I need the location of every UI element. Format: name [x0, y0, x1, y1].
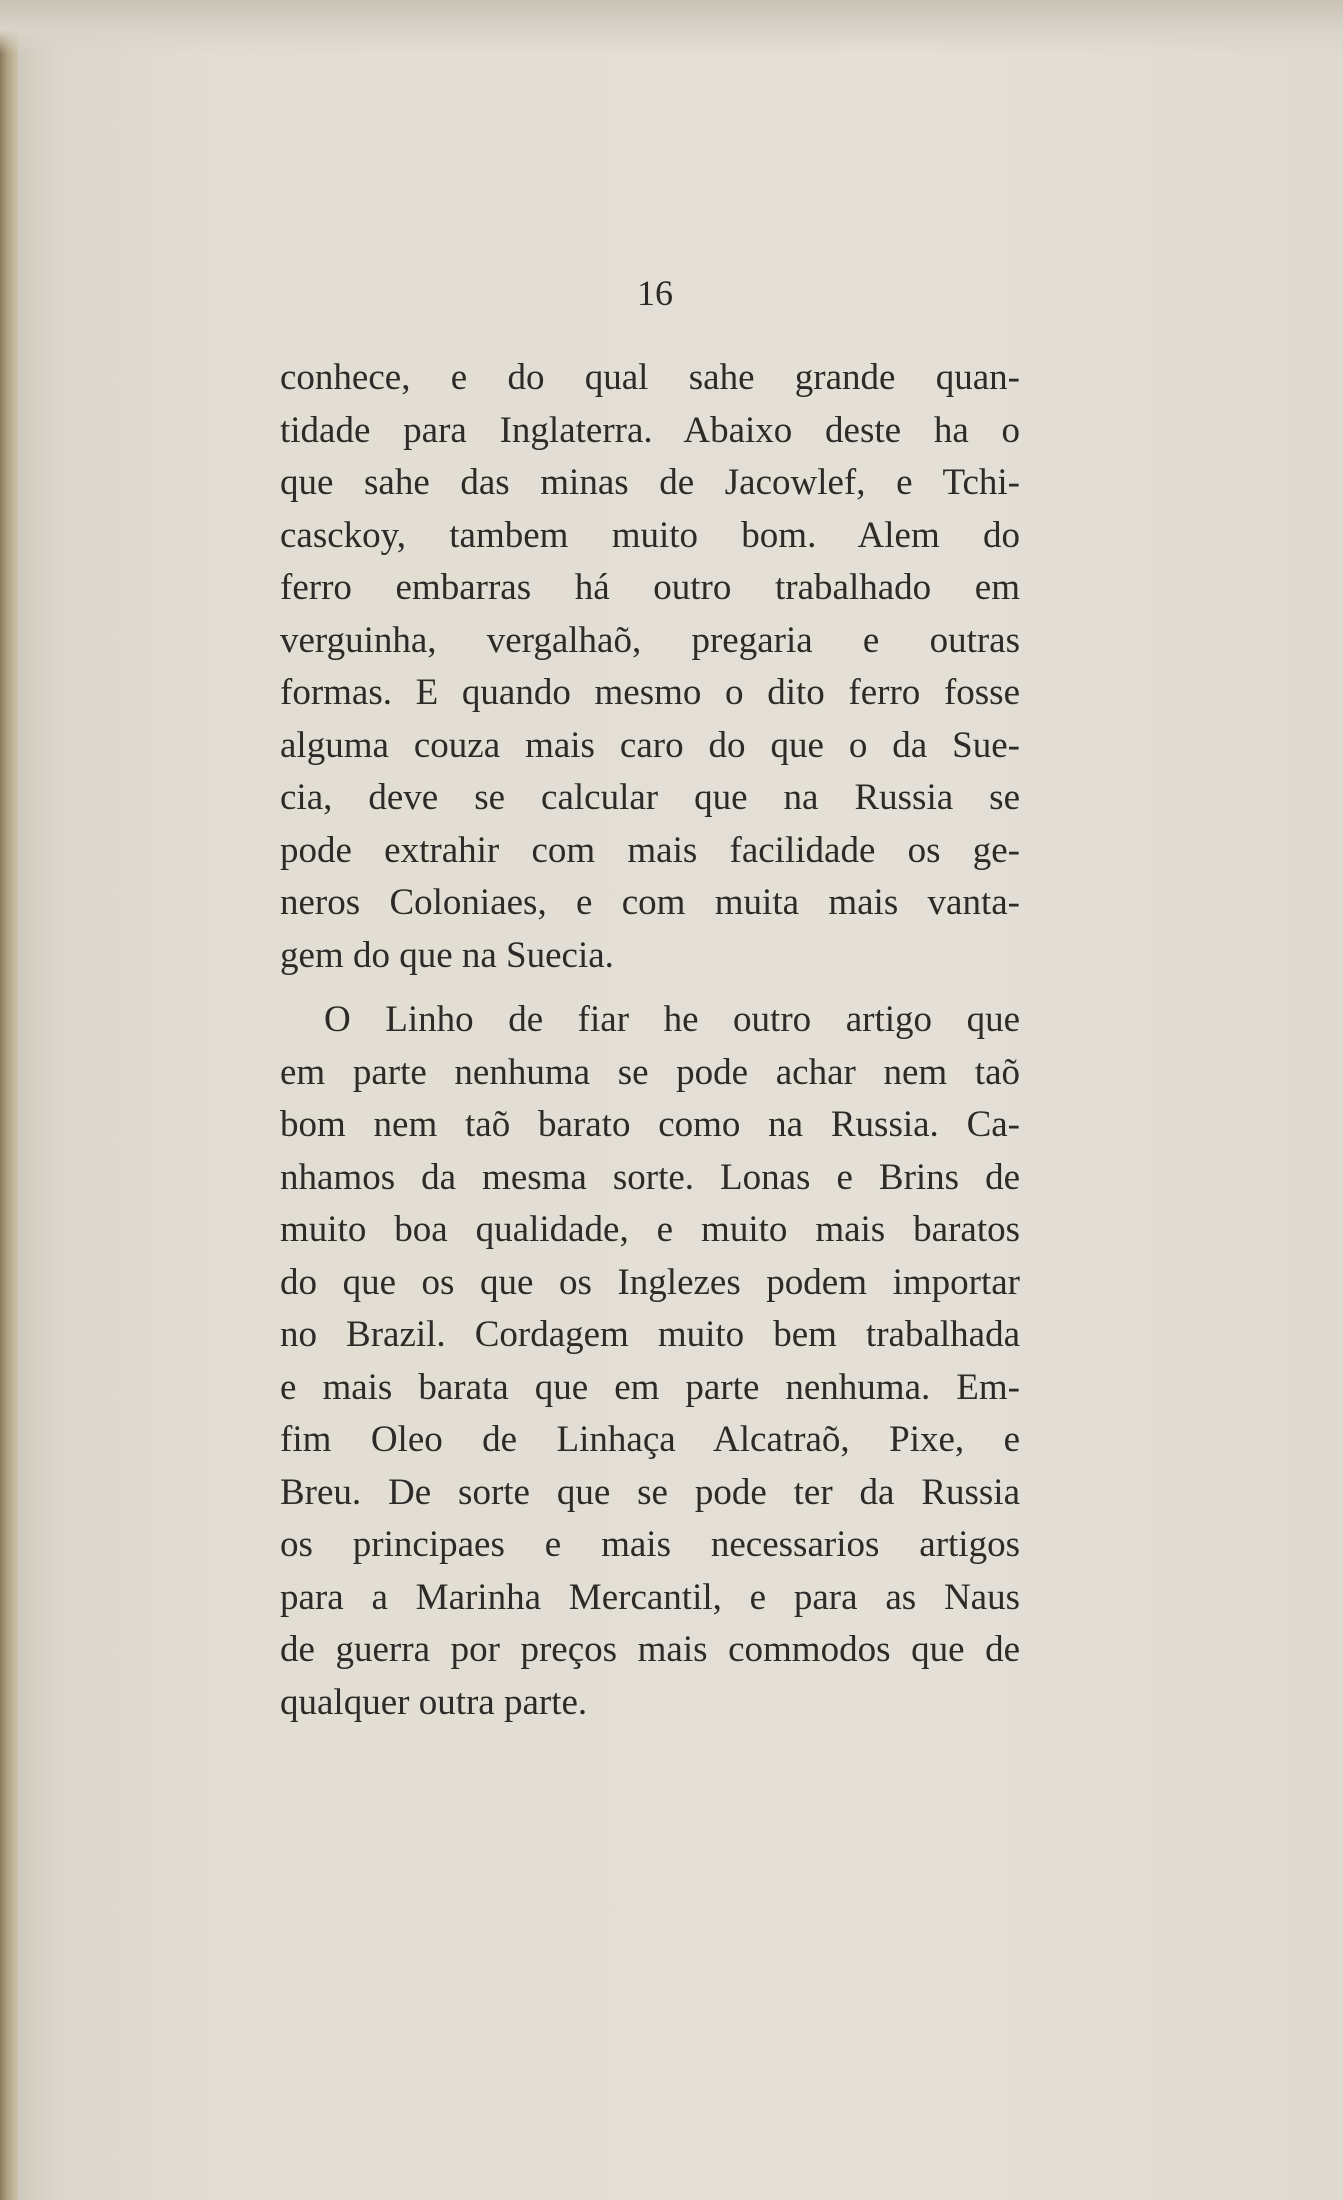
text-line: O Linho de fiar he outro artigo que [324, 999, 1020, 1040]
text-line: que sahe das minas de Jacowlef, e Tchi- [280, 462, 1020, 503]
text-line: ferro embarras há outro trabalhado em [280, 567, 1020, 608]
paragraph-gap [280, 982, 1020, 994]
text-line: bom nem taõ barato como na Russia. Ca- [280, 1104, 1020, 1145]
paragraph-2 [280, 994, 1020, 1729]
text-line: do que os que os Inglezes podem importar [280, 1261, 1020, 1303]
text-line: alguma couza mais caro do que o da Sue- [280, 724, 1020, 766]
text-line: conhece, e do qual sahe grande quan- [280, 357, 1020, 398]
page-top-shadow [0, 0, 1343, 54]
text-line: formas. E quando mesmo o dito ferro fosse [280, 672, 1020, 713]
text-line: e mais barata que em parte nenhuma. Em- [280, 1366, 1020, 1408]
text-line: nhamos da mesma sorte. Lonas e Brins de [280, 1156, 1020, 1198]
text-line: os principaes e mais necessarios artigos [280, 1524, 1020, 1565]
text-line: para a Marinha Mercantil, e para as Naus [280, 1576, 1020, 1618]
text-line: gem do que na Suecia. [280, 934, 614, 976]
page-edge [0, 0, 18, 2200]
text-line: em parte nenhuma se pode achar nem taõ [280, 1051, 1020, 1093]
text-line: neros Coloniaes, e com muita mais vanta- [280, 882, 1020, 923]
text-line: casckoy, tambem muito bom. Alem do [280, 514, 1020, 556]
text-line: tidade para Inglaterra. Abaixo deste ha o [280, 409, 1020, 451]
text-line: cia, deve se calcular que na Russia se [280, 777, 1020, 818]
paragraph-1 [280, 352, 1020, 982]
text-line: de guerra por preços mais commodos que de [280, 1629, 1020, 1670]
text-line: qualquer outra parte. [280, 1681, 588, 1723]
body-text [280, 352, 1020, 1729]
text-line: muito boa qualidade, e muito mais baratos [280, 1209, 1020, 1250]
text-line: Breu. De sorte que se pode ter da Russia [280, 1471, 1020, 1513]
text-line: pode extrahir com mais facilidade os ge- [280, 829, 1020, 871]
page-number: 16 [637, 273, 673, 313]
text-line: verguinha, vergalhaõ, pregaria e outras [280, 619, 1020, 661]
text-line: fim Oleo de Linhaça Alcatraõ, Pixe, e [280, 1419, 1020, 1460]
text-line: no Brazil. Cordagem muito bem trabalhada [280, 1314, 1020, 1355]
